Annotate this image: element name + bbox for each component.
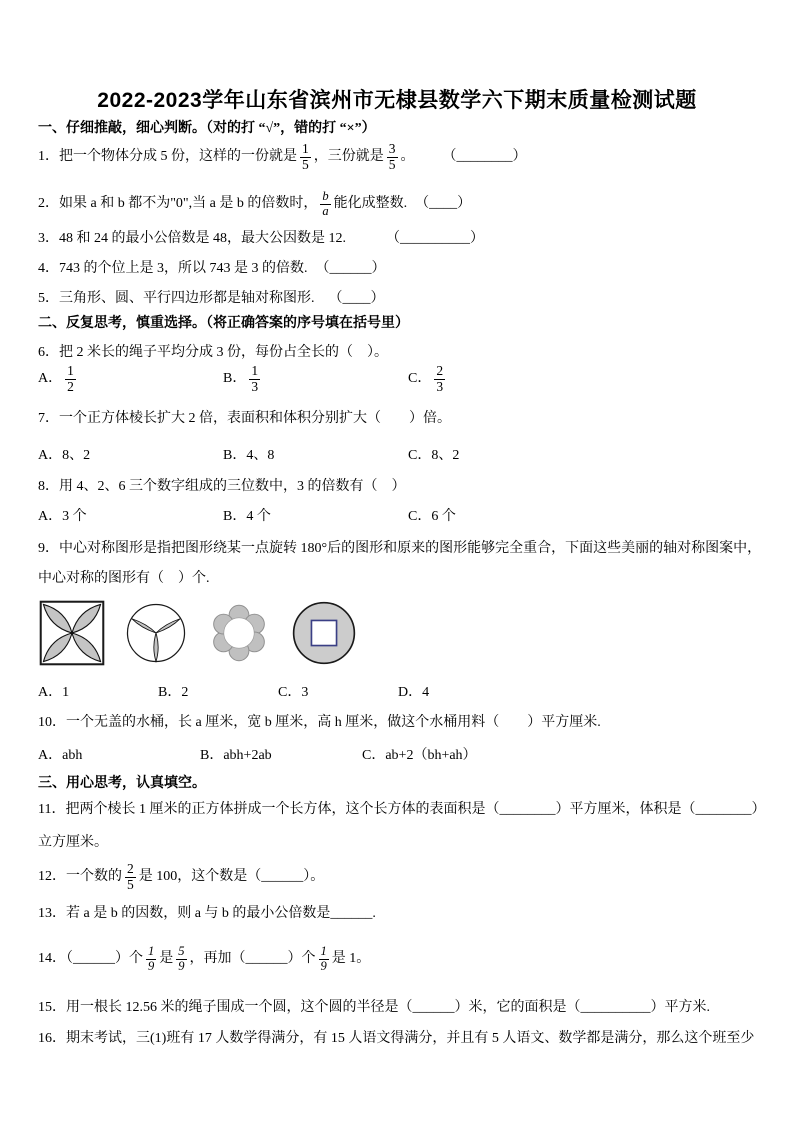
option-a: A．8、2 [38, 448, 91, 463]
question-4-text: 4．743 的个位上是 3，所以 743 是 3 的倍数. [38, 261, 308, 276]
question-9-line2: 中心对称的图形有（ ）个. [38, 571, 210, 586]
option-b: B．2 [158, 685, 189, 700]
question-3 [38, 230, 484, 248]
option-a [38, 364, 223, 394]
option-d: D．4 [398, 685, 430, 700]
option-a: A．1 [38, 685, 70, 700]
question-14-text: 14．（______）个 [38, 951, 143, 966]
fraction-1-2: $\frac{1}{2}$ [67, 363, 74, 394]
fraction-5-9: $\frac{5}{9}$ [178, 944, 185, 973]
option-b: B．4、8 [223, 448, 275, 463]
option-label: A． [38, 371, 63, 387]
question-13: 13．若 a 是 b 的因数，则 a 与 b 的最小公倍数是______. [38, 906, 376, 921]
answer-blank: （________） [442, 149, 527, 165]
option-c [408, 364, 593, 394]
question-14 [38, 945, 370, 973]
option-b: B．abh+2ab [200, 748, 272, 763]
question-9-line1: 9．中心对称图形是指把图形绕某一点旋转 180°后的图形和原来的图形能够完全重合，下面这些美丽的轴对称图案中， [38, 541, 762, 556]
question-2-text: 2．如果 a 和 b 都不为"0",当 a 是 b 的倍数时， [38, 196, 318, 211]
question-5-text: 5．三角形、圆、平行四边形都是轴对称图形. [38, 291, 315, 306]
fraction-1-5: $\frac{1}{5}$ [302, 141, 309, 172]
question-1-text: 。 [400, 149, 415, 165]
question-7-options [38, 447, 593, 465]
question-11-line1: 11．把两个棱长 1 厘米的正方体拼成一个长方体，这个长方体的表面积是（________）平方厘米，体积是（________） [38, 802, 766, 817]
fraction-b-a: $\frac{b}{a}$ [322, 189, 329, 218]
question-3-text: 3．48 和 24 的最小公倍数是 48，最大公因数是 12. [38, 231, 346, 246]
question-16: 16．期末考试，三(1)班有 17 人数学得满分，有 15 人语文得满分，并且有 5 人语文、数学都是满分，那么这个班至少 [38, 1031, 755, 1046]
option-b [223, 364, 408, 394]
question-14-text: ，再加（______）个 [189, 951, 316, 966]
fraction-1-9: $\frac{1}{9}$ [148, 944, 155, 973]
section-two-heading: 二、反复思考，慎重选择。（将正确答案的序号填在括号里） [38, 316, 409, 331]
answer-blank: （____） [328, 291, 385, 306]
section-three-heading: 三、用心思考，认真填空。 [38, 776, 206, 791]
option-c: C．ab+2（bh+ah） [362, 748, 477, 763]
question-10-options [38, 747, 524, 765]
six-petal-flower-figure [206, 600, 272, 666]
question-6-options [38, 364, 593, 394]
question-14-text: 是 1。 [331, 951, 371, 966]
four-petal-square-figure [38, 598, 106, 668]
question-14-text: 是 [159, 951, 174, 966]
question-10: 10．一个无盖的水桶，长 a 厘米，宽 b 厘米，高 h 厘米，做这个水桶用料（ ）平方厘米. [38, 715, 601, 730]
question-7: 7．一个正方体棱长扩大 2 倍，表面积和体积分别扩大（ ）倍。 [38, 411, 451, 426]
option-c: C．6 个 [408, 509, 456, 524]
question-1 [38, 142, 527, 172]
answer-blank: （__________） [386, 231, 484, 246]
question-8: 8．用 4、2、6 三个数字组成的三位数中，3 的倍数有（ ） [38, 479, 406, 494]
option-a: A．abh [38, 748, 83, 763]
question-2 [38, 190, 471, 218]
question-15: 15．用一根长 12.56 米的绳子围成一个圆，这个圆的半径是（______）米，它的面积是（__________）平方米. [38, 1000, 710, 1015]
fraction-1-3: $\frac{1}{3}$ [251, 363, 259, 394]
three-petal-circle-figure [125, 602, 187, 664]
answer-blank: （____） [415, 196, 472, 211]
option-a: A．3 个 [38, 509, 87, 524]
question-12 [38, 862, 324, 892]
question-1-text: ，三份就是 [313, 149, 384, 165]
question-5 [38, 290, 385, 308]
answer-blank: （______） [315, 261, 386, 276]
option-label: C． [408, 371, 432, 387]
question-9-options [38, 684, 518, 702]
question-12-text: 12．一个数的 [38, 869, 122, 885]
question-2-text: 能化成整数. [333, 196, 408, 211]
option-c: C．3 [278, 685, 309, 700]
coin-square-hole-figure [291, 600, 357, 666]
question-4 [38, 260, 386, 278]
question-6: 6．把 2 米长的绳子平均分成 3 份，每份占全长的（ ）。 [38, 345, 388, 360]
option-c: C．8、2 [408, 448, 460, 463]
question-11-line2: 立方厘米。 [38, 835, 108, 850]
option-label: B． [223, 371, 247, 387]
fraction-1-9: $\frac{1}{9}$ [320, 944, 327, 973]
page-title: 2022-2023学年山东省滨州市无棣县数学六下期末质量检测试题 [97, 89, 697, 112]
question-8-options [38, 508, 593, 526]
fraction-3-5: $\frac{3}{5}$ [388, 141, 396, 172]
question-1-text: 1．把一个物体分成 5 份，这样的一份就是 [38, 149, 297, 165]
section-one-heading: 一、仔细推敲，细心判断。（对的打 “√”，错的打 “×”） [38, 121, 376, 136]
fraction-2-3: $\frac{2}{3}$ [436, 363, 444, 394]
question-12-text: 是 100，这个数是（______）。 [138, 869, 325, 885]
option-b: B．4 个 [223, 509, 271, 524]
fraction-2-5: $\frac{2}{5}$ [127, 861, 134, 892]
question-9-figures [38, 597, 357, 669]
